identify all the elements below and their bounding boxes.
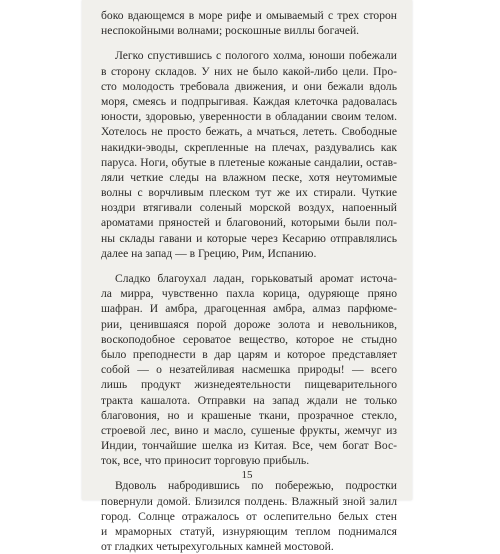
text-line: лишь продукт жизнедеятельности пищеварительного	[101, 378, 397, 392]
text-line: сто молодость требовала движения, и они бежали вдоль	[101, 79, 397, 93]
text-line: рии, ценившаяся порой дороже золота и невольников,	[101, 317, 397, 331]
text-line: ток, все, что приносит торговую прибыль.	[101, 454, 310, 468]
text-line: ляли четкие следы на влажном песке, хотя неутомимые	[101, 170, 397, 184]
text-line: волны с ворчливым плеском тут же их стирали. Чуткие	[101, 186, 397, 200]
page-number: 15	[241, 469, 253, 481]
text-line: в сторону складов. У них не было какой-либо цели. Про-	[101, 64, 397, 78]
paragraph-gap	[101, 261, 397, 271]
text-line: от гладких четырехугольных камней мостовой.	[101, 540, 334, 554]
paragraph	[101, 48, 397, 261]
text-line: и мраморных статуй, изнуряющим теплом поднимался	[101, 525, 397, 538]
text-line: воскоподобное сероватое вещество, которое не стыдно	[101, 332, 397, 346]
text-line: ны склады гавани и которые через Кесарию отправлялись	[101, 231, 397, 245]
text-line: юности, здоровью, уверенности в обладании своим телом.	[101, 110, 397, 124]
text-line: боко вдающемся в море рифе и омываемый с трех сторон	[101, 9, 397, 22]
text-line: моря, смеясь и подпрыгивая. Каждая клеточка радовалась	[101, 94, 397, 108]
text-line: Легко спустившись с пологого холма, юноши побежали	[115, 49, 397, 63]
paragraph	[101, 8, 397, 38]
text-line: Индии, тончайшие шелка из Китая. Все, чем богат Вос-	[101, 439, 397, 453]
text-line: ноздри втягивали соленый морской воздух, напоенный	[101, 201, 397, 215]
text-line: Вдоволь набродившись по побережью, подростки	[115, 479, 397, 493]
text-line: неспокойными волнами; роскошные виллы богачей.	[101, 24, 360, 38]
text-line: строевой лес, вино и масло, сушеные фрукты, жемчуг из	[101, 423, 397, 437]
text-line: ароматами пряностей и благовоний, которыми были пол-	[101, 216, 397, 230]
paragraph	[101, 478, 397, 554]
text-line: благовония, но и крашеные ткани, прозрачное стекло,	[101, 408, 397, 422]
text-line: повернули домой. Близился полдень. Влажный зной залил	[101, 494, 397, 508]
text-line: Хотелось не просто бежать, а мчаться, лететь. Свободные	[101, 125, 397, 139]
text-line: было преподнести в дар царям и которое представляет	[101, 347, 397, 361]
text-line: тракта кашалота. Отправки на запад ждали не только	[101, 393, 397, 407]
paragraph-gap	[101, 38, 397, 48]
text-line: далее на запад — в Грецию, Рим, Испанию.	[101, 246, 317, 260]
text-line: Сладко благоухал ладан, горьковатый аромат источа-	[115, 272, 397, 285]
paragraph	[101, 271, 397, 468]
text-line: накидки-эводы, скрепленные на плечах, раздувались как	[101, 140, 397, 154]
text-line: паруса. Ноги, обутые в плетеные кожаные сандалии, остав-	[101, 155, 397, 169]
book-page	[82, 0, 412, 554]
text-line: собой — о незатейливая насмешка природы! — всего	[101, 363, 397, 377]
text-line: ла мирра, чувственно пахла корица, одуряюще пряно	[101, 287, 397, 301]
text-line: город. Солнце отражалось от ослепительно белых стен	[101, 509, 397, 523]
text-line: шафран. И амбра, драгоценная амбра, алмаз парфюме-	[101, 302, 397, 316]
